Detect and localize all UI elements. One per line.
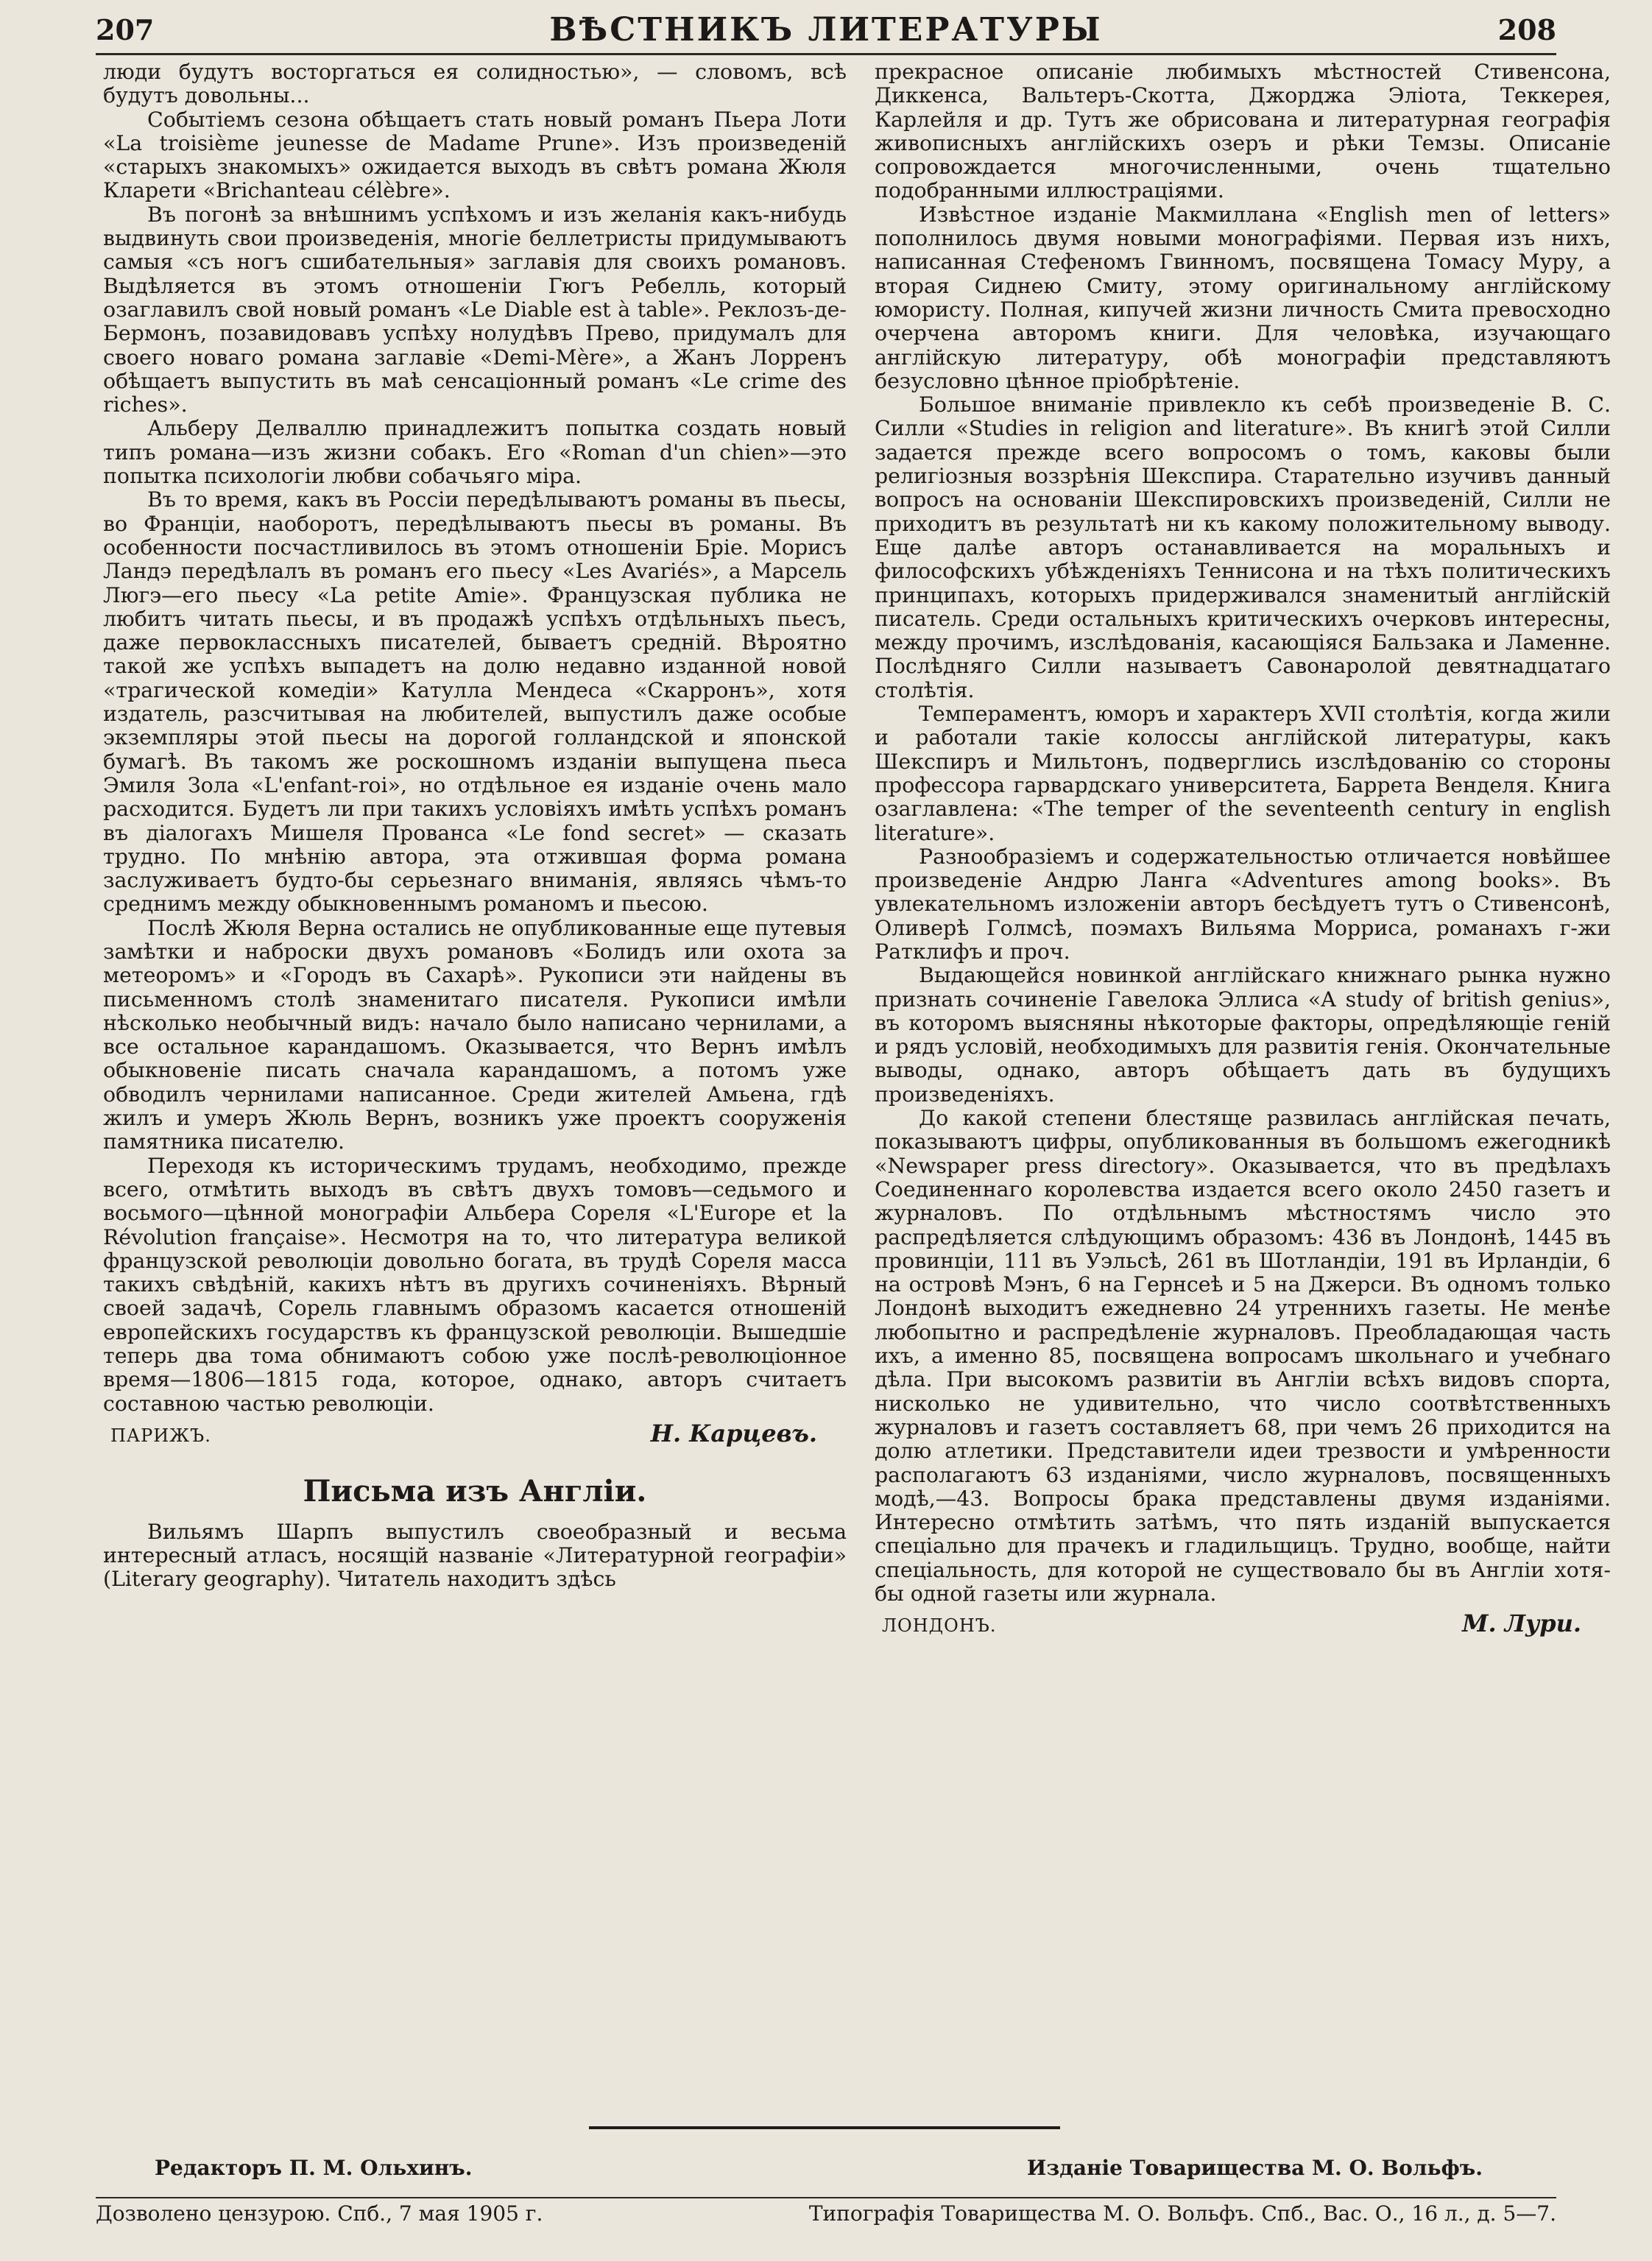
page-header bbox=[96, 6, 1556, 55]
paragraph: Разнообразіемъ и содержательностью отличается новѣйшее произведеніе Андрю Ланга «Adventures among books». Въ увлекательномъ изложеніи авторъ бесѣдуетъ тутъ о Стивенсонѣ, Оливерѣ Голмсѣ, поэмахъ Вильяма Морриса, романахъ г-жи Ратклифъ и проч. bbox=[875, 844, 1611, 964]
signature-place: ПАРИЖЪ. bbox=[110, 1425, 211, 1446]
page-number-left: 207 bbox=[96, 13, 155, 46]
paragraph: люди будутъ восторгаться ея солидностью», — словомъ, всѣ будутъ довольны... bbox=[103, 60, 847, 108]
journal-title: ВѢСТНИКЪ ЛИТЕРАТУРЫ bbox=[549, 10, 1103, 49]
printer-note: Типографія Товарищества М. О. Вольфъ. Спб., Вас. О., 16 л., д. 5—7. bbox=[808, 2201, 1556, 2226]
editor-credit: Редакторъ П. М. Ольхинъ. bbox=[155, 2156, 473, 2180]
paragraph: Большое вниманіе привлекло къ себѣ произведеніе В. С. Силли «Studies in religion and literature». Въ книгѣ этой Силли задается прежде всего вопросомъ о томъ, каковы были религіозныя воззрѣнія Шекспира. Старательно изучивъ данный вопросъ на основаніи Шекспировскихъ произведеній, Силли не приходитъ въ результатѣ ни къ какому положительному выводу. Еще далѣе авторъ останавливается на моральныхъ и философскихъ убѣжденіяхъ Теннисона и на тѣхъ политическихъ принципахъ, которыхъ придерживался знаменитый англійскій писатель. Среди остальныхъ критическихъ очерковъ интересны, между прочимъ, изслѣдованія, касающіяся Бальзака и Ламенне. Послѣдняго Силли называетъ Савонаролой девятнадцатаго столѣтія. bbox=[875, 392, 1611, 702]
censorship-note: Дозволено цензурою. Спб., 7 мая 1905 г. bbox=[96, 2201, 543, 2226]
paragraph: Вильямъ Шарпъ выпустилъ своеобразный и весьма интересный атласъ, носящій названіе «Литературной географіи» (Literary geography). Читатель находитъ здѣсь bbox=[103, 1519, 847, 1592]
paragraph: Въ погонѣ за внѣшнимъ успѣхомъ и изъ желанія какъ-нибудь выдвинуть свои произведенія, многіе беллетристы придумываютъ самыя «съ ногъ сшибательныя» заглавія для своихъ романовъ. Выдѣляется въ этомъ отношеніи Гюгъ Ребелль, который озаглавилъ свой новый романъ «Le Diable est à table». Реклозъ-де-Бермонъ, позавидовавъ успѣху нолудѣвъ Прево, придумалъ для своего новаго романа заглавіе «Demi-Mère», а Жанъ Лорренъ обѣщаетъ выпустить въ маѣ сенсаціонный романъ «Le crime des riches». bbox=[103, 202, 847, 417]
paragraph: До какой степени блестяще развилась англійская печать, показываютъ цифры, опубликованныя въ большомъ ежегодникѣ «Newspaper press directory». Оказывается, что въ предѣлахъ Соединеннаго королевства издается всего около 2450 газетъ и журналовъ. По отдѣльнымъ мѣстностямъ число это распредѣляется слѣдующимъ образомъ: 436 въ Лондонѣ, 1445 въ провинціи, 111 въ Уэльсѣ, 261 въ Шотландіи, 191 въ Ирландіи, 6 на островѣ Мэнъ, 6 на Гернсеѣ и 5 на Джерси. Въ одномъ только Лондонѣ выходитъ ежедневно 24 утреннихъ газеты. Не менѣе любопытно и распредѣленіе журналовъ. Преобладающая часть ихъ, а именно 85, посвящена вопросамъ школьнаго и учебнаго дѣла. При высокомъ развитіи въ Англіи всѣхъ видовъ спорта, нисколько не удивительно, что число соотвѣтственныхъ журналовъ и газетъ составляетъ 68, при чемъ 26 приходится на долю атлетики. Представители идеи трезвости и умѣренности располагаютъ 63 изданіями, число журналовъ, посвященныхъ модѣ,—43. Вопросы брака представлены двумя изданіями. Интересно отмѣтить затѣмъ, что пять изданій выпускается спеціально для прачекъ и гладильщицъ. Трудно, вообще, найти спеціальность, для которой не существовало бы въ Англіи хотя-бы одной газеты или журнала. bbox=[875, 1106, 1611, 1606]
paragraph: Выдающейся новинкой англійскаго книжнаго рынка нужно признать сочиненіе Гавелока Эллиса «A study of british genius», въ которомъ выясняны нѣкоторые факторы, опредѣляющіе геній и рядъ условій, необходимыхъ для развитія генія. Окончательные выводы, однако, авторъ обѣщаетъ дать въ будущихъ произведеніяхъ. bbox=[875, 963, 1611, 1107]
paragraph: Послѣ Жюля Верна остались не опубликованные еще путевыя замѣтки и наброски двухъ романовъ «Болидъ или охота за метеоромъ» и «Городъ въ Сахарѣ». Рукописи эти найдены въ письменномъ столѣ знаменитаго писателя. Рукописи имѣли нѣсколько необычный видъ: начало было написано чернилами, а все остальное карандашомъ. Оказывается, что Вернъ имѣлъ обыкновеніе писать сначала карандашомъ, а потомъ уже обводилъ чернилами написанное. Среди жителей Амьена, гдѣ жилъ и умеръ Жюль Вернъ, возникъ уже проектъ сооруженія памятника писателю. bbox=[103, 915, 847, 1154]
signature-author: М. Лури. bbox=[1462, 1609, 1581, 1638]
signature-author: Н. Карцевъ. bbox=[650, 1419, 817, 1447]
signature-london bbox=[875, 1609, 1611, 1638]
footer-rule bbox=[589, 2126, 1060, 2129]
paragraph: Переходя къ историческимъ трудамъ, необходимо, прежде всего, отмѣтить выходъ въ свѣтъ двухъ томовъ—седьмого и восьмого—цѣнной монографіи Альбера Сореля «L'Europe et la Révolution française». Несмотря на то, что литература великой французской революціи довольно богата, въ трудѣ Сореля масса такихъ свѣдѣній, какихъ нѣтъ въ другихъ сочиненіяхъ. Вѣрный своей задачѣ, Сорель главнымъ образомъ касается отношеній европейскихъ государствъ къ французской революціи. Вышедшіе теперь два тома обнимаютъ собою уже послѣ-революціонное время—1806—1815 года, которое, однако, авторъ считаетъ составною частью революціи. bbox=[103, 1153, 847, 1416]
paragraph: прекрасное описаніе любимыхъ мѣстностей Стивенсона, Диккенса, Вальтеръ-Скотта, Джорджа Эліота, Теккерея, Карлейля и др. Тутъ же обрисована и литературная географія живописныхъ англійскихъ озеръ и рѣки Темзы. Описаніе сопровождается многочисленными, очень тщательно подобранными иллюстраціями. bbox=[875, 60, 1611, 203]
footer-editor-line bbox=[96, 2156, 1556, 2180]
section-title: Письма изъ Англіи. bbox=[303, 1474, 647, 1509]
signature-paris bbox=[103, 1419, 847, 1447]
footer-print-line bbox=[96, 2197, 1556, 2226]
paragraph: Въ то время, какъ въ Россіи передѣлываютъ романы въ пьесы, во Франціи, наоборотъ, передѣлываютъ пьесы въ романы. Въ особенности посчастливилось въ этомъ отношеніи Бріе. Морисъ Ландэ передѣлалъ въ романъ его пьесу «Les Avariés», а Марсель Люгэ—его пьесу «La petite Amie». Французская публика не любитъ читать пьесы, и въ продажѣ успѣхъ отдѣльныхъ пьесъ, даже первоклассныхъ писателей, бываетъ средній. Вѣроятно такой же успѣхъ выпадетъ на долю недавно изданной новой «трагической комедіи» Катулла Мендеса «Скарронъ», хотя издатель, разсчитывая на любителей, выпустилъ даже особые экземпляры этой пьесы на дорогой голландской и японской бумагѣ. Въ такомъ же роскошномъ изданіи выпущена пьеса Эмиля Зола «L'enfant-roi», но отдѣльное ея изданіе очень мало расходится. Будетъ ли при такихъ условіяхъ имѣть успѣхъ романъ въ діалогахъ Мишеля Прованса «Le fond secret» — сказать трудно. По мнѣнію автора, эта отжившая форма романа заслуживаетъ будто-бы серьезнаго вниманія, являясь чѣмъ-то среднимъ между обыкновеннымъ романомъ и пьесою. bbox=[103, 487, 847, 917]
publisher-credit: Изданіе Товарищества М. О. Вольфъ. bbox=[1026, 2156, 1483, 2180]
signature-place: ЛОНДОНЪ. bbox=[882, 1615, 997, 1637]
paragraph: Событіемъ сезона обѣщаетъ стать новый романъ Пьера Лоти «La troisième jeunesse de Madame Prune». Изъ произведеній «старыхъ знакомыхъ» ожидается выходъ въ свѣтъ романа Жюля Кларети «Brichanteau célèbre». bbox=[103, 107, 847, 203]
paragraph: Извѣстное изданіе Макмиллана «English men of letters» пополнилось двумя новыми монографіями. Первая изъ нихъ, написанная Стефеномъ Гвинномъ, посвящена Томасу Муру, а вторая Сиднею Смиту, этому оригинальному англійскому юмористу. Полная, кипучей жизни личность Смита превосходно очерчена авторомъ книги. Для человѣка, изучающаго англійскую литературу, обѣ монографіи представляютъ безусловно цѣнное пріобрѣтеніе. bbox=[875, 202, 1611, 393]
paragraph: Темпераментъ, юморъ и характеръ XVII столѣтія, когда жили и работали такіе колоссы англійской литературы, какъ Шекспиръ и Мильтонъ, подверглись изслѣдованію со стороны профессора гарвардскаго университета, Баррета Венделя. Книга озаглавлена: «The temper of the seventeenth century in english literature». bbox=[875, 702, 1611, 845]
paragraph: Альберу Делваллю принадлежитъ попытка создать новый типъ романа—изъ жизни собакъ. Его «Roman d'un chien»—это попытка психологіи любви собачьяго міра. bbox=[103, 416, 847, 489]
right-column bbox=[875, 60, 1611, 1638]
page-number-right: 208 bbox=[1497, 13, 1556, 46]
left-column bbox=[103, 60, 847, 1591]
